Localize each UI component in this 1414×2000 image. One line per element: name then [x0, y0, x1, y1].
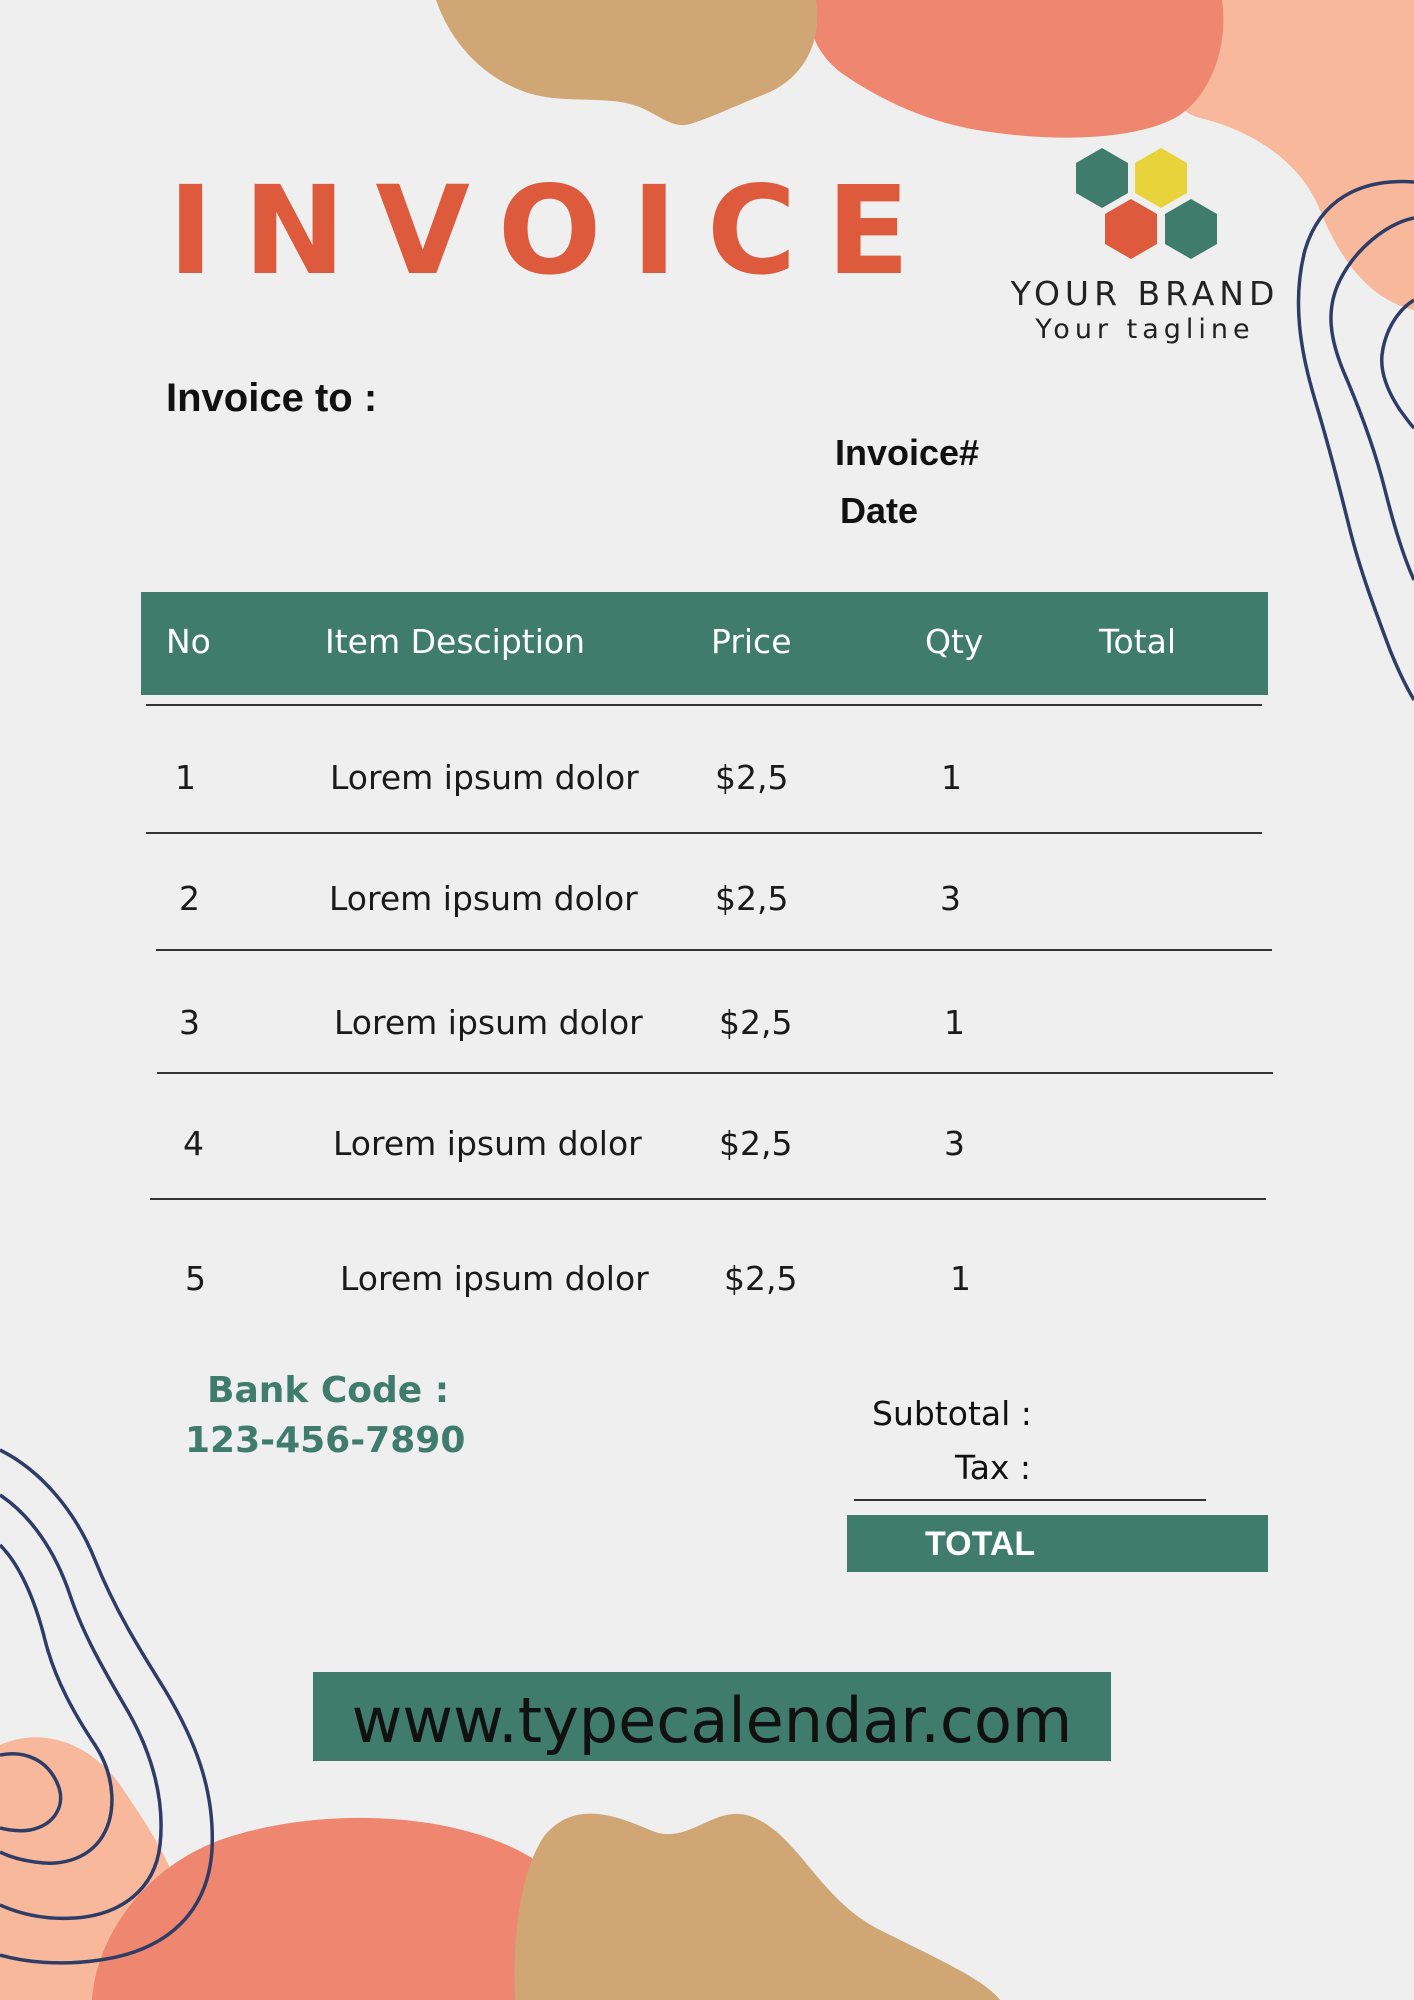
row-price: $2,5 [715, 879, 789, 918]
row-qty: 3 [940, 879, 961, 918]
row-no: 2 [179, 879, 200, 918]
invoice-title: INVOICE [168, 160, 940, 302]
table-divider [150, 1198, 1266, 1200]
website-link[interactable]: www.typecalendar.com [351, 1684, 1073, 1757]
header-total: Total [1099, 622, 1177, 661]
row-description: Lorem ipsum dolor [329, 879, 638, 918]
bank-code-value: 123-456-7890 [185, 1420, 466, 1461]
summary-divider [854, 1499, 1206, 1501]
row-description: Lorem ipsum dolor [340, 1259, 649, 1298]
table-divider [146, 832, 1262, 834]
bank-code-label: Bank Code : [207, 1370, 450, 1411]
row-price: $2,5 [719, 1003, 793, 1042]
bottom-tan-blob [514, 1814, 1000, 2000]
row-no: 4 [183, 1124, 204, 1163]
row-description: Lorem ipsum dolor [333, 1124, 642, 1163]
row-qty: 3 [944, 1124, 965, 1163]
table-divider [157, 1072, 1273, 1074]
row-price: $2,5 [715, 758, 789, 797]
brand-tagline: Your tagline [1035, 314, 1255, 345]
row-price: $2,5 [719, 1124, 793, 1163]
row-qty: 1 [941, 758, 962, 797]
total-bar [847, 1515, 1268, 1572]
row-no: 1 [175, 758, 196, 797]
brand-logo-icon [1076, 148, 1217, 259]
row-description: Lorem ipsum dolor [330, 758, 639, 797]
row-description: Lorem ipsum dolor [334, 1003, 643, 1042]
brand-name: YOUR BRAND [1010, 274, 1280, 313]
total-label: TOTAL [925, 1525, 1036, 1563]
subtotal-label: Subtotal : [872, 1394, 1032, 1433]
invoice-to-label: Invoice to : [166, 376, 378, 420]
header-qty: Qty [925, 622, 984, 661]
top-tan-blob [436, 0, 817, 125]
row-qty: 1 [944, 1003, 965, 1042]
table-divider [146, 704, 1262, 706]
invoice-date-label: Date [840, 490, 919, 531]
website-banner [313, 1672, 1111, 1761]
table-divider [156, 949, 1272, 951]
header-price: Price [711, 622, 792, 661]
row-no: 5 [185, 1259, 206, 1298]
invoice-number-label: Invoice# [835, 432, 980, 473]
top-salmon-blob [810, 0, 1224, 138]
row-price: $2,5 [724, 1259, 798, 1298]
tax-label: Tax : [955, 1448, 1032, 1487]
header-no: No [166, 622, 211, 661]
table-header [141, 592, 1268, 695]
row-qty: 1 [950, 1259, 971, 1298]
header-description: Item Desciption [325, 622, 585, 661]
row-no: 3 [179, 1003, 200, 1042]
